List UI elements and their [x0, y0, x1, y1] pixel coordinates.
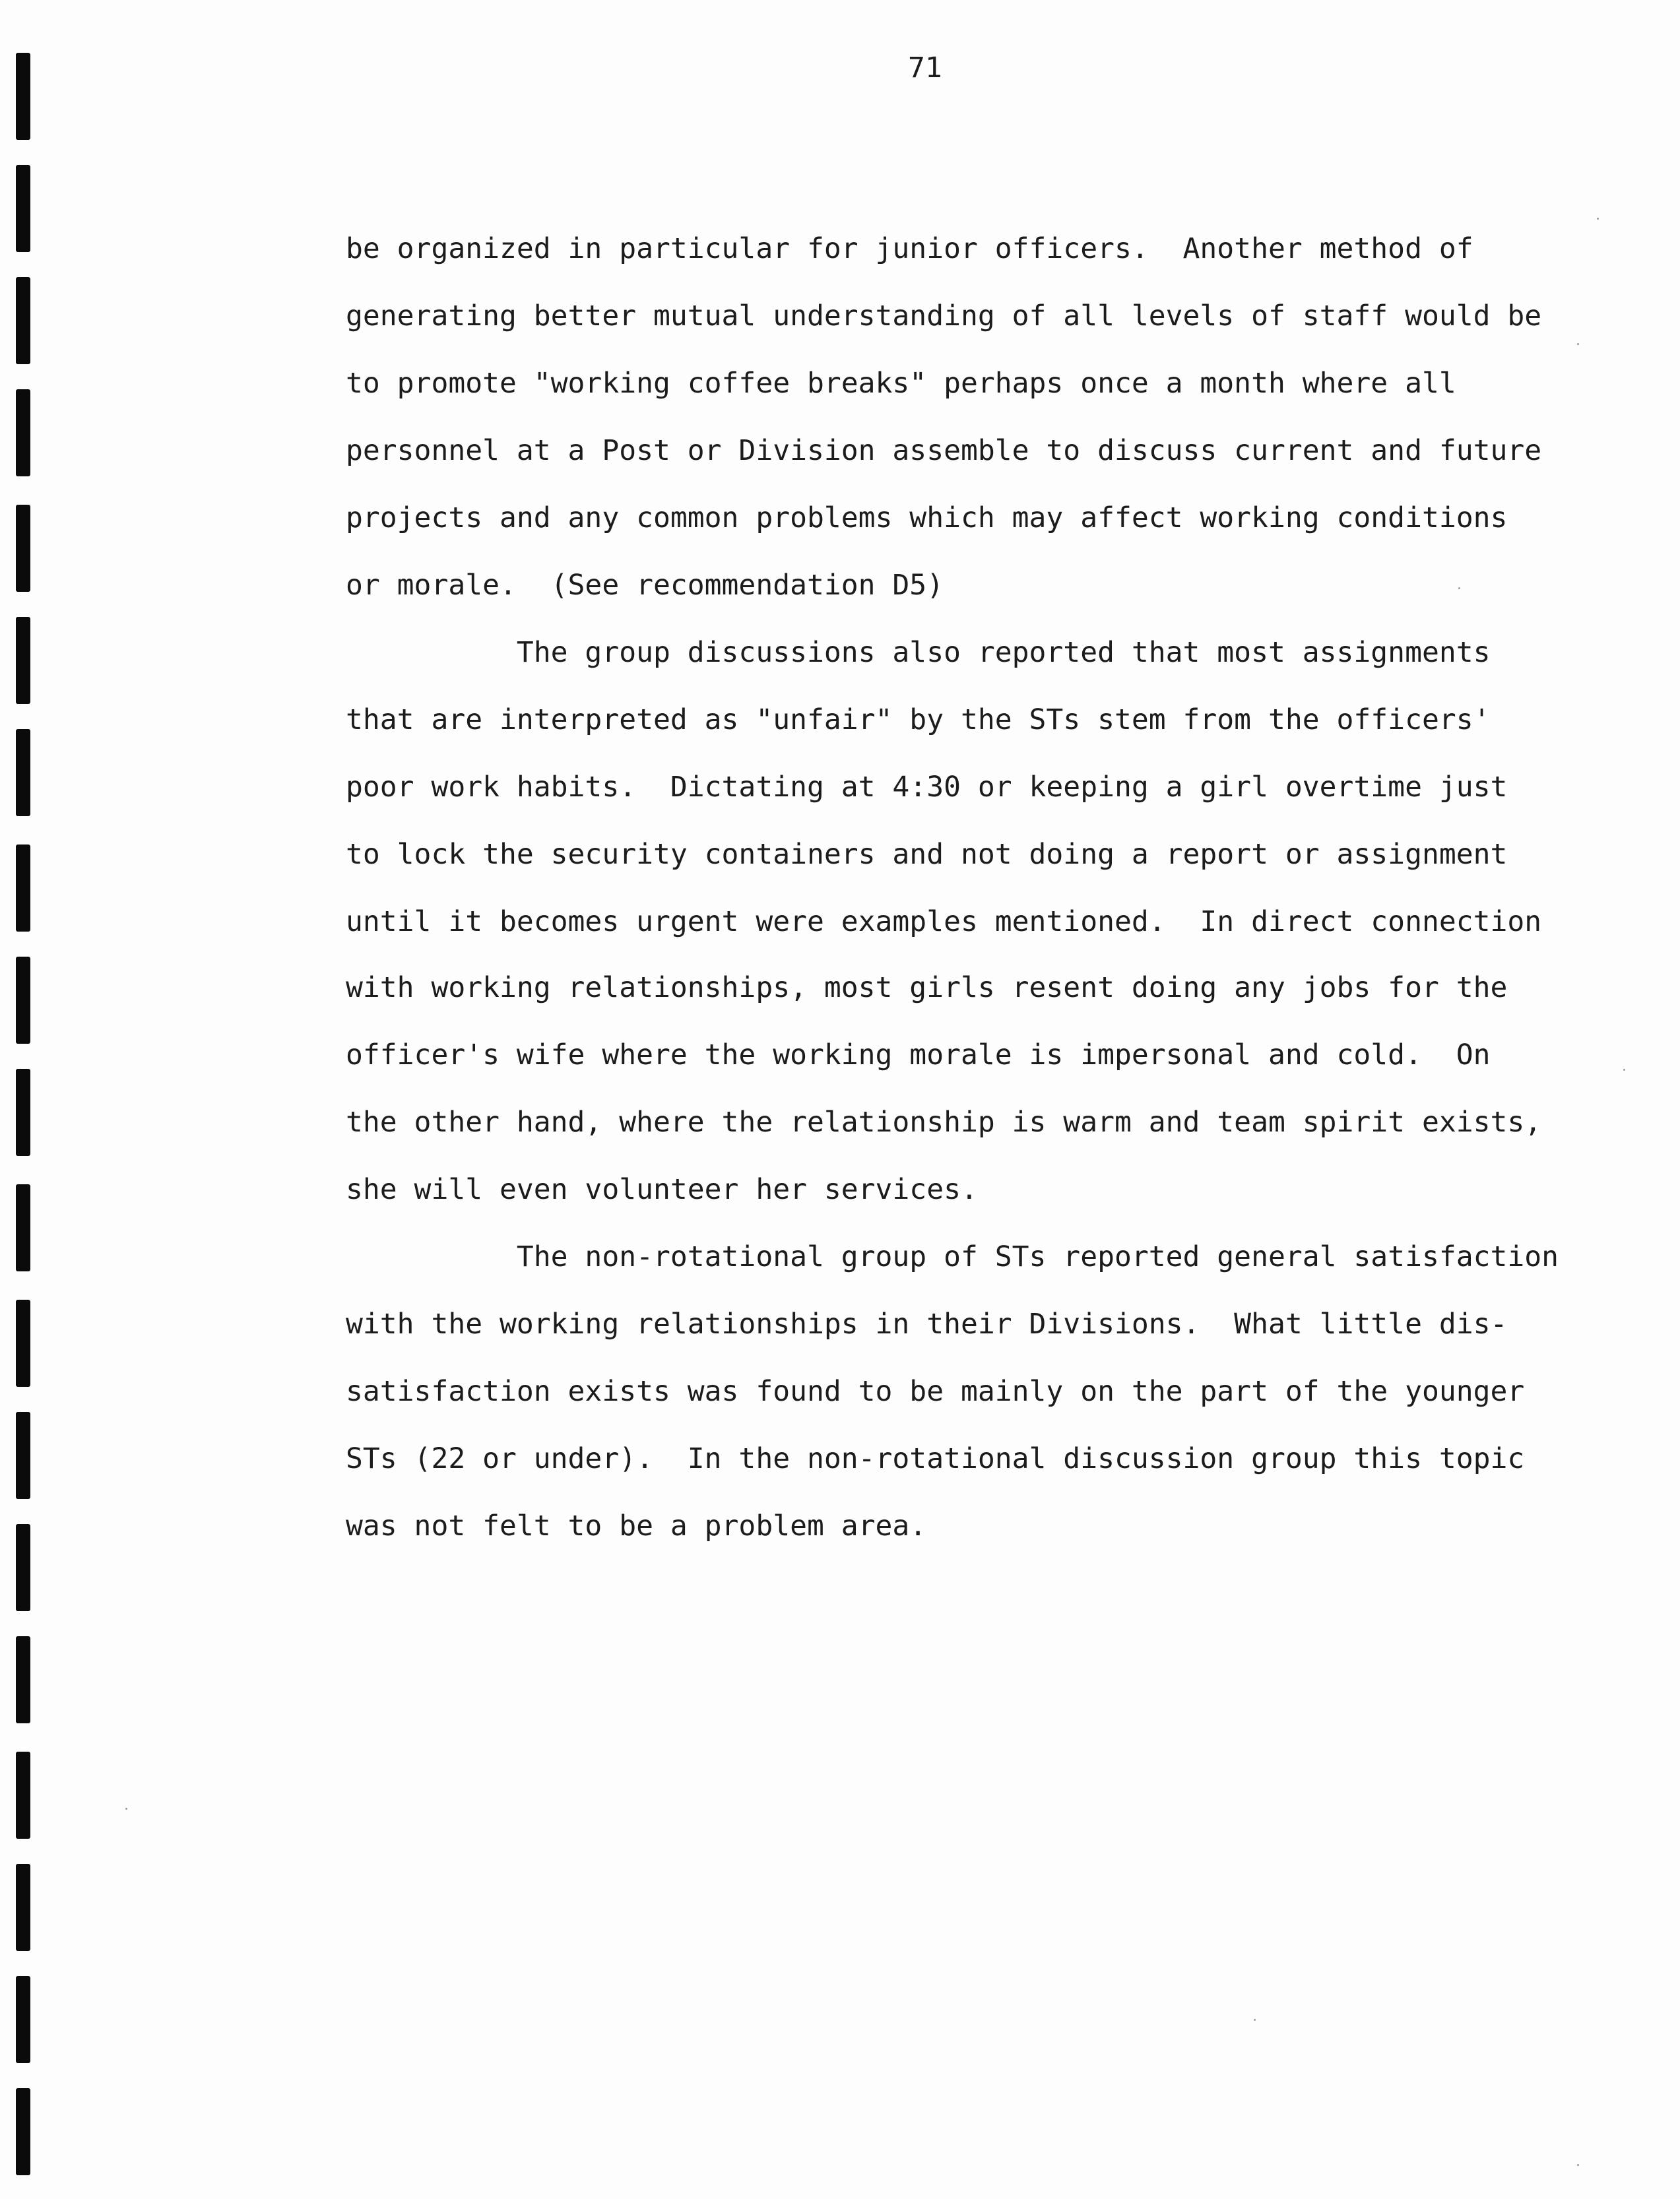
scan-speck	[125, 1808, 127, 1810]
binding-mark	[16, 957, 30, 1044]
binding-mark	[16, 1300, 30, 1387]
binding-mark	[16, 277, 30, 364]
text-line: the other hand, where the relationship is warm and team spirit exists,	[346, 1106, 1542, 1139]
text-line: until it becomes urgent were examples mentioned. In direct connection	[346, 905, 1542, 938]
page-number: 71	[908, 51, 942, 84]
binding-mark	[16, 1976, 30, 2063]
text-line: The group discussions also reported that most assignments	[346, 636, 1491, 669]
binding-mark	[16, 1636, 30, 1723]
text-line: projects and any common problems which may affect working conditions	[346, 501, 1508, 534]
binding-mark	[16, 845, 30, 932]
binding-mark	[16, 505, 30, 592]
text-line: personnel at a Post or Division assemble to discuss current and future	[346, 434, 1542, 467]
binding-mark	[16, 729, 30, 816]
text-line: or morale. (See recommendation D5)	[346, 569, 944, 602]
text-line: satisfaction exists was found to be mainly on the part of the younger	[346, 1375, 1525, 1408]
binding-mark	[16, 1184, 30, 1271]
text-line: generating better mutual understanding of all levels of staff would be	[346, 300, 1542, 333]
binding-mark	[16, 165, 30, 252]
text-line: with the working relationships in their Divisions. What little dis-	[346, 1308, 1508, 1341]
text-line: officer's wife where the working morale is impersonal and cold. On	[346, 1038, 1491, 1071]
text-line: to lock the security containers and not doing a report or assignment	[346, 838, 1508, 871]
scan-speck	[1623, 1069, 1625, 1071]
text-line: was not felt to be a problem area.	[346, 1510, 927, 1543]
scan-speck	[1577, 343, 1579, 345]
binding-mark	[16, 389, 30, 476]
scan-speck	[1458, 587, 1460, 589]
text-line: poor work habits. Dictating at 4:30 or keeping a girl overtime just	[346, 771, 1508, 804]
binding-mark	[16, 1752, 30, 1839]
scan-speck	[1597, 218, 1599, 220]
scan-speck	[1577, 2164, 1579, 2166]
text-line: with working relationships, most girls resent doing any jobs for the	[346, 971, 1508, 1004]
text-line: she will even volunteer her services.	[346, 1173, 978, 1206]
text-line: STs (22 or under). In the non-rotational discussion group this topic	[346, 1442, 1525, 1475]
text-line: The non-rotational group of STs reported general satisfaction	[346, 1240, 1559, 1273]
binding-mark	[16, 1864, 30, 1951]
binding-mark	[16, 1524, 30, 1611]
binding-mark	[16, 617, 30, 704]
text-line: to promote "working coffee breaks" perhaps once a month where all	[346, 367, 1456, 400]
binding-mark	[16, 1069, 30, 1156]
binding-mark	[16, 53, 30, 140]
binding-mark	[16, 1412, 30, 1499]
text-line: be organized in particular for junior officers. Another method of	[346, 232, 1473, 265]
binding-mark	[16, 2088, 30, 2175]
text-line: that are interpreted as "unfair" by the STs stem from the officers'	[346, 703, 1491, 736]
scan-speck	[1254, 2019, 1256, 2021]
